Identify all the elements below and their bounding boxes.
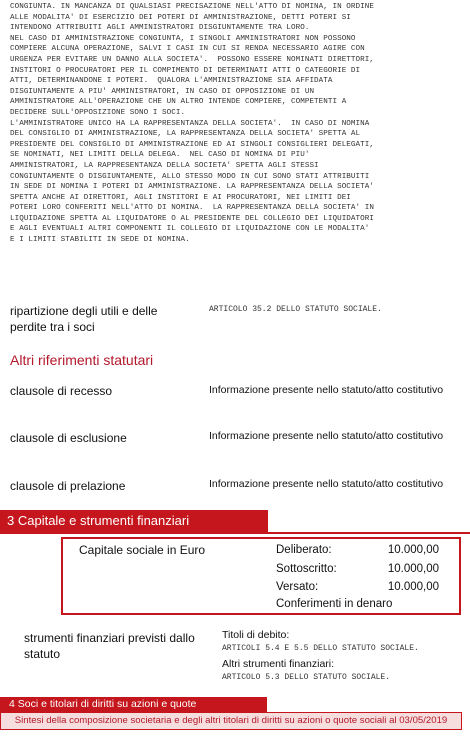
statute-line: PRESIDENTE DEL CONSIGLIO DI AMMINISTRAZIONE ED AI SINGOLI CONSIGLIERI DELEGATI, bbox=[10, 140, 374, 149]
statute-line: DEL CONSIGLIO DI AMMINISTRAZIONE, LA RAPPRESENTANZA DELLA SOCIETA' SPETTA AL bbox=[10, 130, 361, 139]
clausole-recesso-label: clausole di recesso bbox=[10, 384, 113, 398]
statute-line: ATTI, DETERMINANDONE I POTERI. QUALORA L'AMMINISTRAZIONE SIA AFFIDATA bbox=[10, 77, 333, 86]
statute-line: SE NOMINATI, NEI LIMITI DELLA DELEGA. NEL CASO DI NOMINA DI PIU' bbox=[10, 151, 310, 160]
capitale-sociale-box bbox=[61, 537, 461, 615]
conferimenti-text: Conferimenti in denaro bbox=[276, 598, 393, 610]
clausole-prelazione-value: Informazione presente nello statuto/atto costitutivo bbox=[209, 478, 444, 490]
ripartizione-value: ARTICOLO 35.2 DELLO STATUTO SOCIALE. bbox=[209, 305, 382, 314]
deliberato-label: Deliberato: bbox=[276, 544, 332, 556]
strumenti-finanziari-label: strumenti finanziari previsti dallo statuto bbox=[24, 631, 195, 661]
statute-line: INTENDONO ATTRIBUITI AGLI AMMINISTRATORI DISGIUNTAMENTE TRA LORO. bbox=[10, 24, 310, 33]
section-3-header bbox=[0, 510, 268, 532]
section-4-header bbox=[0, 697, 267, 712]
section-4-summary-box bbox=[0, 712, 462, 730]
clausole-recesso-value: Informazione presente nello statuto/atto costitutivo bbox=[209, 384, 444, 396]
titoli-debito-label: Titoli di debito: bbox=[222, 629, 290, 641]
statute-line: SPETTA ANCHE AI DIRETTORI, AGLI INSTITORI E AI PROCURATORI, NEI LIMITI DEI bbox=[10, 193, 351, 202]
titoli-debito-value: ARTICOLI 5.4 E 5.5 DELLO STATUTO SOCIALE. bbox=[222, 644, 419, 653]
statute-line: URGENZA PER EVITARE UN DANNO ALLA SOCIETA'. POSSONO ESSERE NOMINATI DIRETTORI, bbox=[10, 55, 374, 64]
deliberato-value: 10.000,00 bbox=[387, 544, 439, 556]
section-4-subtitle: Sintesi della composizione societaria e degli altri titolari di diritti su azioni o quote sociali al 03/05/2019 bbox=[14, 715, 448, 726]
section-divider bbox=[0, 532, 470, 534]
statute-line: DECIDERE SULL'OPPOSIZIONE SONO I SOCI. bbox=[10, 108, 186, 117]
statute-line: DISGIUNTAMENTE A PIU' AMMINISTRATORI, IN CASO DI OPPOSIZIONE DI UN bbox=[10, 87, 315, 96]
statute-line: IN SEDE DI NOMINA I POTERI DI AMMINISTRAZIONE. LA RAPPRESENTANZA DELLA SOCIETA' bbox=[10, 183, 374, 192]
sottoscritto-label: Sottoscritto: bbox=[276, 563, 337, 575]
statute-line: INSTITORI O PROCURATORI PER IL COMPIMENTO DI DETERMINATI ATTI O CATEGORIE DI bbox=[10, 66, 361, 75]
clausole-prelazione-label: clausole di prelazione bbox=[10, 479, 126, 493]
altri-strumenti-label: Altri strumenti finanziari: bbox=[222, 658, 335, 670]
statute-line: E AGLI EVENTUALI ALTRI COMPONENTI IL COLLEGIO DI LIQUIDAZIONE CON LE MODALITA' bbox=[10, 225, 370, 234]
section-4-title: 4 Soci e titolari di diritti su azioni e quote bbox=[9, 698, 197, 710]
statute-line: COMPIERE ALCUNA OPERAZIONE, SALVI I CASI IN CUI SI RENDA NECESSARIO AGIRE CON bbox=[10, 45, 365, 54]
ripartizione-label: ripartizione degli utili e delle perdite tra i soci bbox=[10, 304, 158, 334]
altri-riferimenti-heading: Altri riferimenti statutari bbox=[10, 352, 154, 368]
altri-strumenti-value: ARTICOLO 5.3 DELLO STATUTO SOCIALE. bbox=[222, 673, 391, 682]
statute-line: AMMINISTRATORE ALL'OPERAZIONE CHE UN ALTRO INTENDE COMPIERE, COMPETENTI A bbox=[10, 98, 347, 107]
statute-line: NEL CASO DI AMMINISTRAZIONE CONGIUNTA, I SINGOLI AMMINISTRATORI NON POSSONO bbox=[10, 34, 356, 43]
statute-line: AMMINISTRATORI, LA RAPPRESENTANZA DELLA SOCIETA' SPETTA AGLI STESSI bbox=[10, 161, 319, 170]
statute-line: E I LIMITI STABILITI IN SEDE DI NOMINA. bbox=[10, 236, 190, 245]
statute-line: CONGIUNTA. IN MANCANZA DI QUALSIASI PRECISAZIONE NELL'ATTO DI NOMINA, IN ORDINE bbox=[10, 3, 374, 11]
statute-line: ALLE MODALITA' DI ESERCIZIO DEI POTERI DI AMMINISTRAZIONE, DETTI POTERI SI bbox=[10, 13, 351, 22]
statute-line: CONGIUNTAMENTE O DISGIUNTAMENTE, ALLO STESSO MODO IN CUI SONO STATI ATTRIBUITI bbox=[10, 172, 370, 181]
versato-value: 10.000,00 bbox=[387, 581, 439, 593]
statute-line: LIQUIDAZIONE SPETTA AL LIQUIDATORE O AL PRESIDENTE DEL COLLEGIO DEI LIQUIDATORI bbox=[10, 214, 374, 223]
section-3-title: 3 Capitale e strumenti finanziari bbox=[7, 513, 190, 528]
statute-line: POTERI LORO CONFERITI NELL'ATTO DI NOMINA. LA RAPPRESENTANZA DELLA SOCIETA' IN bbox=[10, 204, 374, 213]
clausole-esclusione-value: Informazione presente nello statuto/atto costitutivo bbox=[209, 430, 444, 442]
capitale-sociale-title: Capitale sociale in Euro bbox=[79, 543, 206, 557]
versato-label: Versato: bbox=[276, 581, 319, 593]
statute-text-block bbox=[10, 2, 465, 246]
sottoscritto-value: 10.000,00 bbox=[387, 563, 439, 575]
statute-line: L'AMMINISTRATORE UNICO HA LA RAPPRESENTANZA DELLA SOCIETA'. IN CASO DI NOMINA bbox=[10, 119, 370, 128]
clausole-esclusione-label: clausole di esclusione bbox=[10, 431, 127, 445]
